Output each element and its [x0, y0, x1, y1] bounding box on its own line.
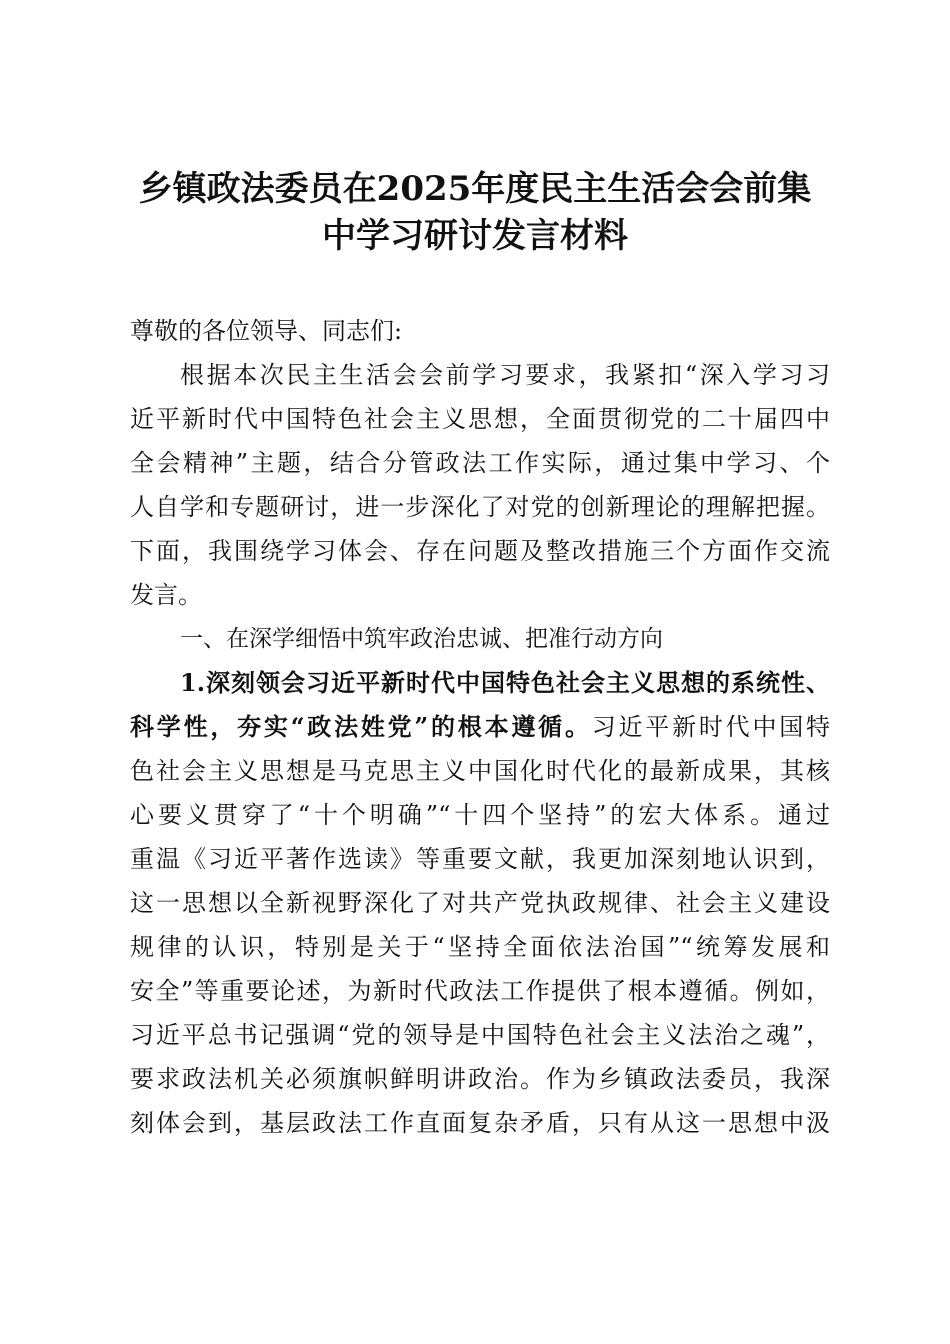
- title-line-2: 中学习研讨发言材料: [322, 216, 628, 256]
- point-line: 重温《习近平著作选读》等重要文献，我更加深刻地认识到，: [130, 845, 830, 873]
- intro-line: 人自学和专题研讨，进一步深化了对党的创新理论的理解把握。: [130, 493, 830, 521]
- point-line: 色社会主义思想是马克思主义中国化时代化的最新成果，其核: [130, 757, 830, 785]
- point-line: 安全”等重要论述，为新时代政法工作提供了根本遵循。例如，: [130, 977, 830, 1005]
- point-line: [130, 705, 830, 749]
- section-heading: 一、在深学细悟中筑牢政治忠诚、把准行动方向: [180, 626, 663, 652]
- document-title: [110, 166, 840, 260]
- document-body: [130, 309, 830, 1145]
- point-line: 习近平总书记强调“党的领导是中国特色社会主义法治之魂”，: [130, 1021, 830, 1049]
- point-line: 规律的认识，特别是关于“坚持全面依法治国”“统筹发展和: [130, 933, 830, 961]
- point-heading: [130, 661, 830, 705]
- point-heading-text: 1.深刻领会习近平新时代中国特色社会主义思想的系统性、: [180, 668, 830, 697]
- point-line: 这一思想以全新视野深化了对共产党执政规律、社会主义建设: [130, 889, 830, 917]
- intro-line: 根据本次民主生活会会前学习要求，我紧扣“深入学习习: [180, 361, 830, 389]
- point-line: 要求政法机关必须旗帜鲜明讲政治。作为乡镇政法委员，我深: [130, 1065, 830, 1093]
- point-heading-text: 科学性，夯实“政法姓党”的根本遵循。: [130, 712, 592, 741]
- point-line: 刻体会到，基层政法工作直面复杂矛盾，只有从这一思想中汲: [130, 1109, 830, 1137]
- greeting: 尊敬的各位领导、同志们:: [130, 317, 403, 345]
- point-text: 习近平新时代中国特: [591, 713, 831, 741]
- intro-line: 发言。: [130, 581, 202, 609]
- intro-line: 近平新时代中国特色社会主义思想，全面贯彻党的二十届四中: [130, 405, 830, 433]
- title-line-1: 乡镇政法委员在2025年度民主生活会会前集: [138, 169, 812, 209]
- intro-line: 全会精神”主题，结合分管政法工作实际，通过集中学习、个: [130, 449, 830, 477]
- intro-line: 下面，我围绕学习体会、存在问题及整改措施三个方面作交流: [130, 537, 830, 565]
- point-line: 心要义贯穿了“十个明确”“十四个坚持”的宏大体系。通过: [130, 801, 830, 829]
